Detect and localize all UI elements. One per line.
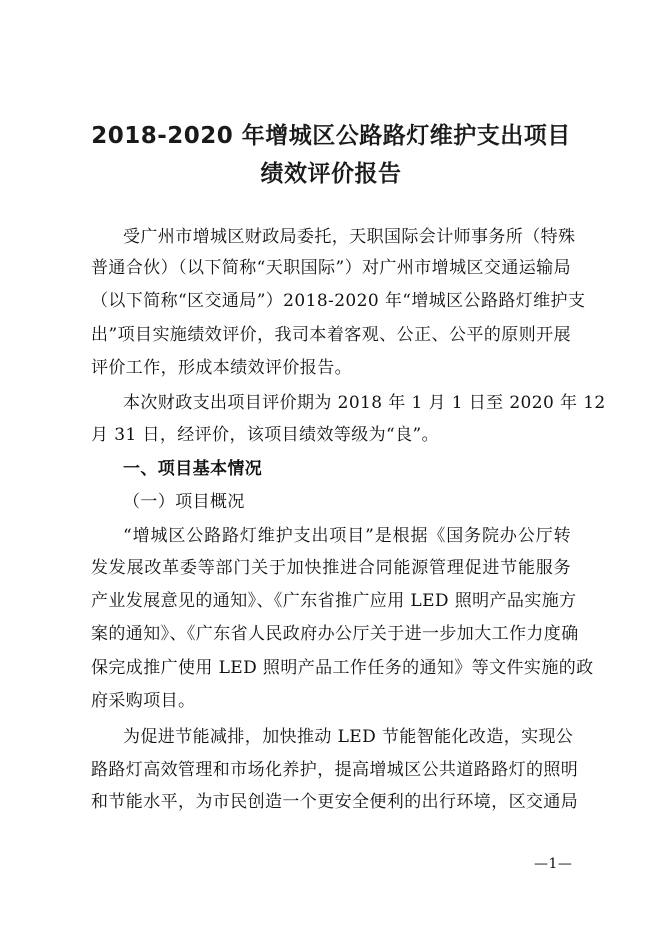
paragraph-overview-line-4: 案的通知》、《广东省人民政府办公厅关于进一步加大工作力度确 xyxy=(91,624,579,644)
paragraph-overview-line-6: 府采购项目。 xyxy=(91,691,196,711)
paragraph-intro-line-2: 普通合伙）（以下简称“天职国际”）对广州市增城区交通运输局 xyxy=(91,258,571,278)
paragraph-overview-line-2: 发发展改革委等部门关于加快推进合同能源管理促进节能服务 xyxy=(91,558,571,578)
section-heading-1: 一、项目基本情况 xyxy=(123,459,263,479)
page-number: —1— xyxy=(534,856,573,872)
paragraph-intro-line-3: （以下简称“区交通局”）2018-2020 年“增城区公路路灯维护支 xyxy=(91,291,586,311)
paragraph-overview-line-5: 保完成推广使用 LED 照明产品工作任务的通知》等文件实施的政 xyxy=(91,658,594,678)
report-title-line-2: 绩效评价报告 xyxy=(260,161,402,187)
paragraph-intro-line-4: 出”项目实施绩效评价，我司本着客观、公正、公平的原则开展 xyxy=(91,325,571,345)
paragraph-overview-line-3: 产业发展意见的通知》、《广东省推广应用 LED 照明产品实施方 xyxy=(91,591,577,611)
paragraph-purpose-line-2: 路路灯高效管理和市场化养护，提高增城区公共道路路灯的照明 xyxy=(91,760,579,780)
paragraph-intro-line-5: 评价工作，形成本绩效评价报告。 xyxy=(91,358,352,378)
paragraph-purpose-line-1: 为促进节能减排，加快推动 LED 节能智能化改造，实现公 xyxy=(123,727,574,747)
report-title-line-1: 2018-2020 年增城区公路路灯维护支出项目 xyxy=(91,123,571,149)
paragraph-intro-line-1: 受广州市增城区财政局委托，天职国际会计师事务所（特殊 xyxy=(123,227,576,247)
subsection-heading-1: （一）项目概况 xyxy=(123,492,245,512)
paragraph-purpose-line-3: 和节能水平，为市民创造一个更安全便利的出行环境，区交通局 xyxy=(91,792,579,812)
paragraph-period-line-1: 本次财政支出项目评价期为 2018 年 1 月 1 日至 2020 年 12 xyxy=(123,393,606,413)
paragraph-period-line-2: 月 31 日，经评价，该项目绩效等级为“良”。 xyxy=(91,425,440,445)
paragraph-overview-line-1: “增城区公路路灯维护支出项目”是根据《国务院办公厅转 xyxy=(123,526,571,546)
